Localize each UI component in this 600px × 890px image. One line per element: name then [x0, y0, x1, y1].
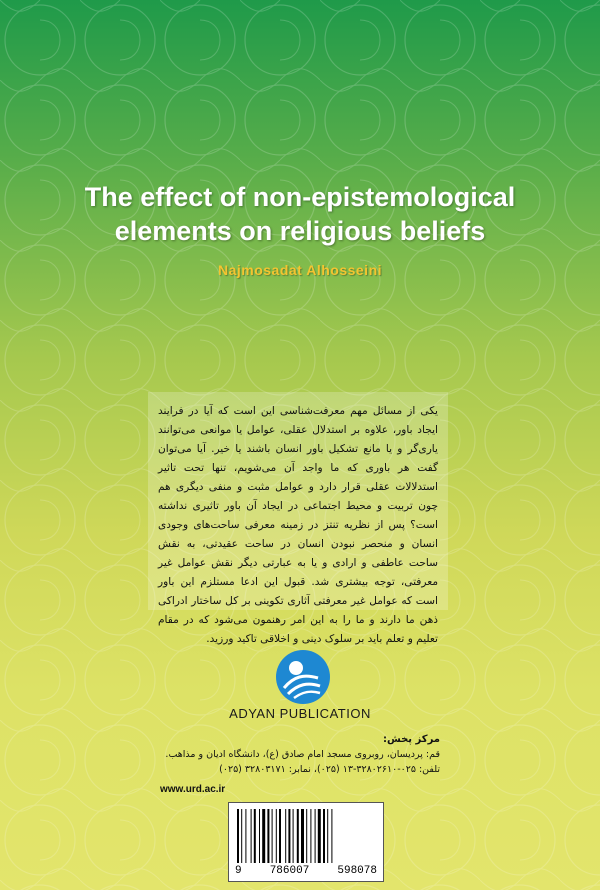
distribution-address: قم: پردیسان، روبروی مسجد امام صادق (ع)، دانشگاه ادیان و مذاهب.	[165, 749, 440, 760]
isbn-right-group: 598078	[337, 865, 377, 877]
website-link[interactable]: www.urd.ac.ir	[160, 784, 226, 795]
book-title	[0, 180, 600, 248]
distribution-phone: تلفن: ۰۲۵-۳۲۸۰۲۶۱۰-۱۳ (۰۲۵)، نمابر: ۳۲۸۰۳۱۷۱ (۰۲۵)	[219, 764, 440, 775]
title-line-2: elements on religious beliefs	[114, 216, 486, 246]
isbn-barcode	[228, 802, 384, 882]
author-name: Najmosadat Alhosseini	[217, 262, 383, 278]
publisher-logo-icon	[274, 648, 332, 706]
abstract-text: یکی از مسائل مهم معرفت‌شناسی این است که آیا در فرایند ایجاد باور، علاوه بر استدلال عقلی، عوامل یا موانعی می‌توانند یاری‌گر و یا مانع تشکیل باور انسان باشند یا خیر. آیا می‌توان گفت هر باوری که ما واجد آن می‌شویم، تنها تحت تاثیر استدلالات عقلی قرار دارد و عوامل مثبت و منفی دیگری هم چون تربیت و محیط اجتماعی در ایجاد آن باور تاثیری نداشته است؟ پس از نظریه تنتز در زمینه معرفی ساحت‌های وجودی انسان و منحصر نبودن انسان در ساحت عقیدتی، به نقش ساحت عاطفی و ارادی و یا به عبارتی دیگر نقش عوامل غیر معرفتی، توجه بیشتری شد. قبول این ادعا مستلزم این باور است که عوامل غیر معرفتی آثاری تکوینی بر کل ساختار ادراکی ذهن ما دارند و ما را به این امر رهنمون می‌شود که در مقام تعلیم و تعلم باید بر سلوک دینی و اخلاقی تاکید ورزید.	[148, 392, 448, 610]
distribution-label: مرکز پخش:	[382, 734, 440, 745]
isbn-digits	[229, 865, 383, 877]
distribution-info	[160, 732, 440, 777]
publisher-name: ADYAN PUBLICATION	[229, 706, 371, 721]
isbn-first-digit: 9	[235, 865, 242, 877]
isbn-left-group: 786007	[269, 865, 310, 877]
title-line-1: The effect of non-epistemological	[84, 182, 516, 212]
barcode-bars	[235, 809, 377, 863]
